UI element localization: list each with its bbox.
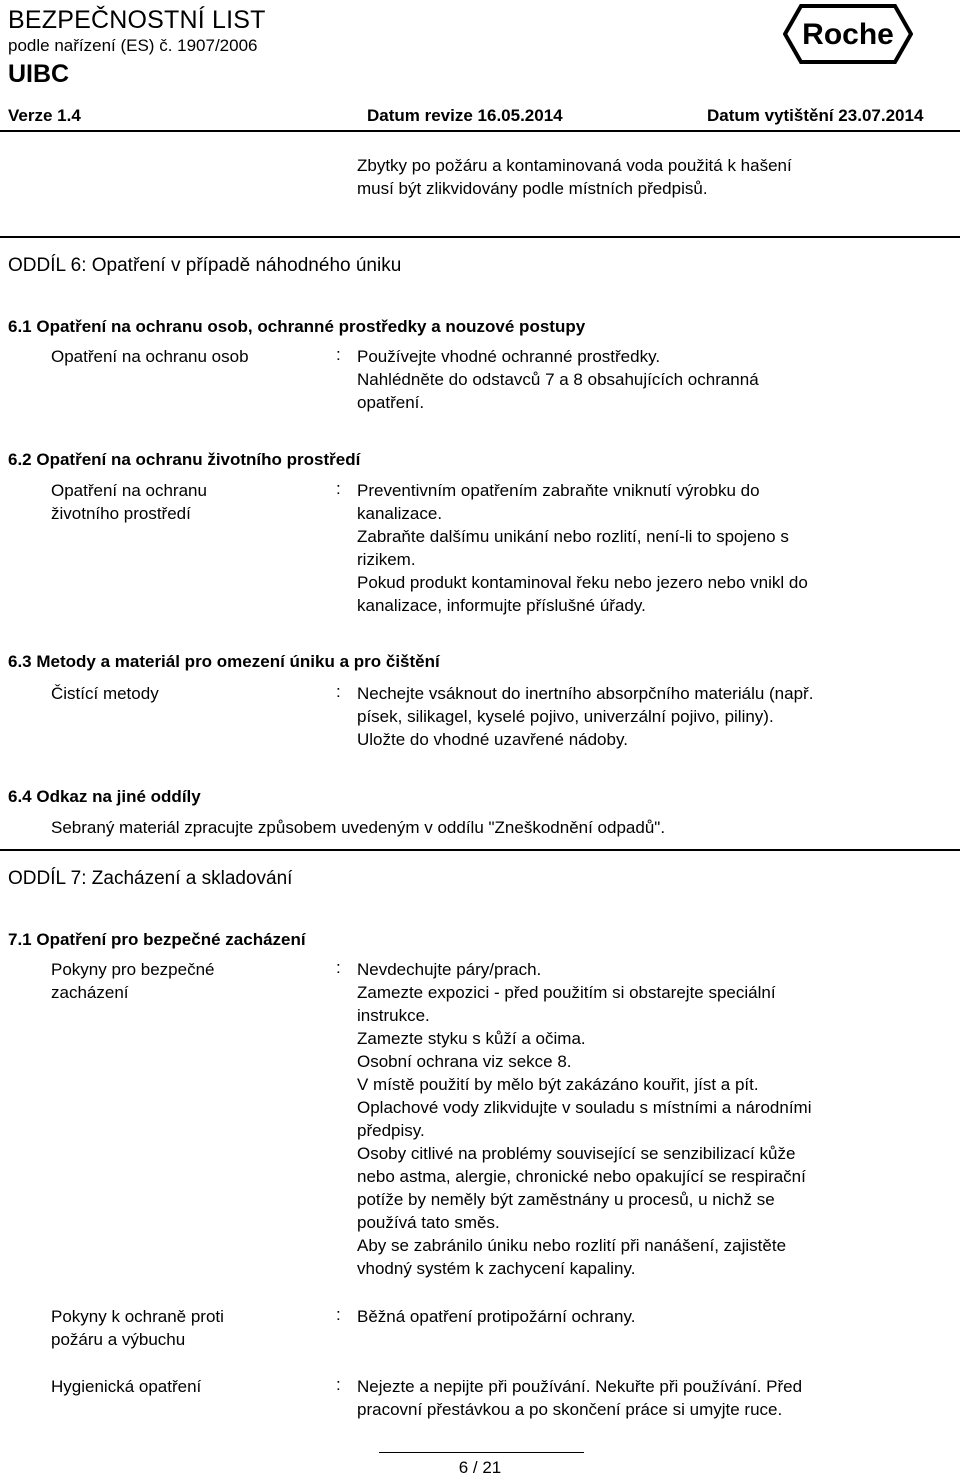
- revision-date: Datum revize 16.05.2014: [367, 106, 563, 125]
- footer-rule: [379, 1452, 584, 1453]
- section-rule: [0, 849, 960, 851]
- environmental-label: Opatření na ochranu životního prostředí: [51, 481, 207, 523]
- colon: :: [336, 479, 341, 498]
- subsection-7-1-title: 7.1 Opatření pro bezpečné zacházení: [8, 930, 306, 949]
- colon: :: [336, 682, 341, 701]
- subsection-6-4-title: 6.4 Odkaz na jiné oddíly: [8, 787, 201, 806]
- header-rule: [0, 130, 960, 132]
- personal-precautions-label: Opatření na ochranu osob: [51, 347, 249, 366]
- colon: :: [336, 958, 341, 977]
- subsection-6-1-title: 6.1 Opatření na ochranu osob, ochranné prostředky a nouzové postupy: [8, 317, 586, 336]
- fire-protection-text: Běžná opatření protipožární ochrany.: [357, 1307, 636, 1326]
- version: Verze 1.4: [8, 106, 81, 125]
- cleaning-methods-label: Čistící metody: [51, 684, 159, 703]
- personal-precautions-text: Používejte vhodné ochranné prostředky. Nahlédněte do odstavců 7 a 8 obsahujících ochranná opatření.: [357, 347, 759, 412]
- fire-protection-label: Pokyny k ochraně proti požáru a výbuchu: [51, 1307, 224, 1349]
- colon: :: [336, 345, 341, 364]
- section-7-title: ODDÍL 7: Zacházení a skladování: [8, 868, 293, 889]
- page-number: 6 / 21: [458, 1458, 502, 1477]
- product-name: UIBC: [8, 60, 70, 88]
- reference-text: Sebraný materiál zpracujte způsobem uvedeným v oddílu "Zneškodnění odpadů".: [51, 818, 666, 837]
- regulation-line: podle nařízení (ES) č. 1907/2006: [8, 36, 258, 55]
- colon: :: [336, 1305, 341, 1324]
- section-rule: [0, 236, 960, 238]
- roche-logo: [783, 4, 913, 64]
- document-title: BEZPEČNOSTNÍ LIST: [8, 6, 266, 34]
- subsection-6-3-title: 6.3 Metody a materiál pro omezení úniku a pro čištění: [8, 652, 440, 671]
- hygiene-label: Hygienická opatření: [51, 1377, 202, 1396]
- version-line: [8, 106, 952, 130]
- environmental-text: Preventivním opatřením zabraňte vniknutí výrobku do kanalizace. Zabraňte dalšímu unikání nebo rozlití, není-li to spojeno s rizikem. Pokud produkt kontaminoval řeku nebo jezero nebo vnikl do kanalizace, informujte příslušné úřady.: [357, 481, 808, 615]
- handling-text: Nevdechujte páry/prach. Zamezte expozici - před použitím si obstarejte speciální instrukce. Zamezte styku s kůží a očima. Osobní ochrana viz sekce 8. V místě použití by mělo být zakázáno kouřit, jíst a pít. Oplachové vody zlikvidujte v souladu s místními a národními předpisy. Osoby citlivé na problémy související se senzibilizací kůže nebo astma, alergie, chronické nebo opakující se respirační potíže by neměly být zaměstnány u procesů, u nichž se používá tato směs. Aby se zabránilo úniku nebo rozlití při nanášení, zajistěte vhodný systém k zachycení kapaliny.: [357, 960, 812, 1278]
- hygiene-text: Nejezte a nepijte při používání. Nekuřte při používání. Před pracovní přestávkou a po skončení práce si umyjte ruce.: [357, 1377, 803, 1419]
- print-date: Datum vytištění 23.07.2014: [707, 106, 924, 125]
- colon: :: [336, 1375, 341, 1394]
- handling-label: Pokyny pro bezpečné zacházení: [51, 960, 215, 1002]
- cleaning-methods-text: Nechejte vsáknout do inertního absorpčního materiálu (např. písek, silikagel, kyselé pojivo, univerzální pojivo, piliny). Uložte do vhodné uzavřené nádoby.: [357, 684, 814, 749]
- subsection-6-2-title: 6.2 Opatření na ochranu životního prostředí: [8, 450, 361, 469]
- section-6-title: ODDÍL 6: Opatření v případě náhodného úniku: [8, 255, 402, 276]
- intro-text: Zbytky po požáru a kontaminovaná voda použitá k hašení musí být zlikvidovány podle místních předpisů.: [357, 156, 792, 198]
- logo-text: Roche: [802, 18, 894, 51]
